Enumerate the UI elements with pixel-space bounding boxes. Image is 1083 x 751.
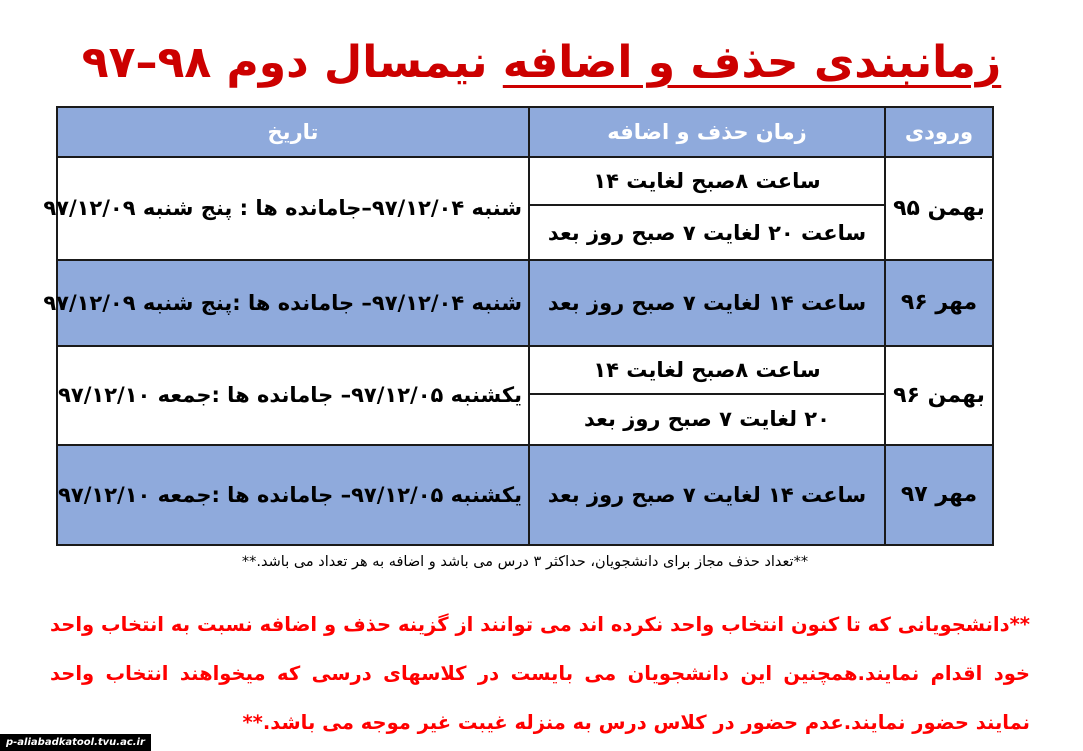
time-cell: ساعت ۱۴ لغایت ۷ صبح روز بعد [529, 260, 885, 346]
watermark: p-aliabadkatool.tvu.ac.ir [0, 734, 151, 751]
date-cell: یکشنبه ۹۷/۱۲/۰۵– جامانده ها :جمعه ۹۷/۱۲/۱۰ [57, 445, 529, 546]
page-title-underlined: زمانبندی حذف و اضافه [502, 37, 1002, 88]
table-row [57, 260, 993, 346]
time-cell: ساعت ۲۰ لغایت ۷ صبح روز بعد [529, 205, 885, 259]
time-cell: ساعت ۱۴ لغایت ۷ صبح روز بعد [529, 445, 885, 546]
header-date: تاریخ [57, 107, 529, 157]
date-cell: شنبه ۹۷/۱۲/۰۴–جامانده ها : پنج شنبه ۹۷/۱۲/۰۹ [57, 157, 529, 259]
table-row [57, 445, 993, 546]
page-title [0, 28, 1083, 98]
entry-cell: مهر ۹۶ [885, 260, 993, 346]
date-cell: یکشنبه ۹۷/۱۲/۰۵– جامانده ها :جمعه ۹۷/۱۲/۱۰ [57, 346, 529, 444]
header-time: زمان حذف و اضافه [529, 107, 885, 157]
time-cell: ساعت ۸صبح لغایت ۱۴ [529, 157, 885, 205]
time-cell: ۲۰ لغایت ۷ صبح روز بعد [529, 394, 885, 444]
header-entry: ورودی [885, 107, 993, 157]
warning-note: **دانشجویانی که تا کنون انتخاب واحد نکرده اند می توانند از گزینه حذف و اضافه نسبت به انتخاب واحد خود اقدام نمایند.همچنین این دانشجویان می بایست در کلاسهای درسی که میخواهند انتخاب واحد نمایند حضور نمایند.عدم حضور در کلاس درس به منزله غیبت غیر موجه می باشد.** [50, 613, 1030, 734]
table-row [57, 157, 993, 205]
time-cell: ساعت ۸صبح لغایت ۱۴ [529, 346, 885, 394]
entry-cell: مهر ۹۷ [885, 445, 993, 546]
date-cell: شنبه ۹۷/۱۲/۰۴– جامانده ها :پنج شنبه ۹۷/۱۲/۰۹ [57, 260, 529, 346]
schedule-table [43, 106, 994, 546]
deletion-limit-note: **تعداد حذف مجاز برای دانشجویان، حداکثر ۳ درس می باشد و اضافه به هر تعداد می باشد.** [241, 554, 809, 570]
table-header-row [57, 107, 993, 157]
entry-cell: بهمن ۹۵ [885, 157, 993, 259]
entry-cell: بهمن ۹۶ [885, 346, 993, 444]
page-title-rest: نیمسال دوم ۹۸–۹۷ [81, 37, 503, 88]
table-row [57, 346, 993, 394]
